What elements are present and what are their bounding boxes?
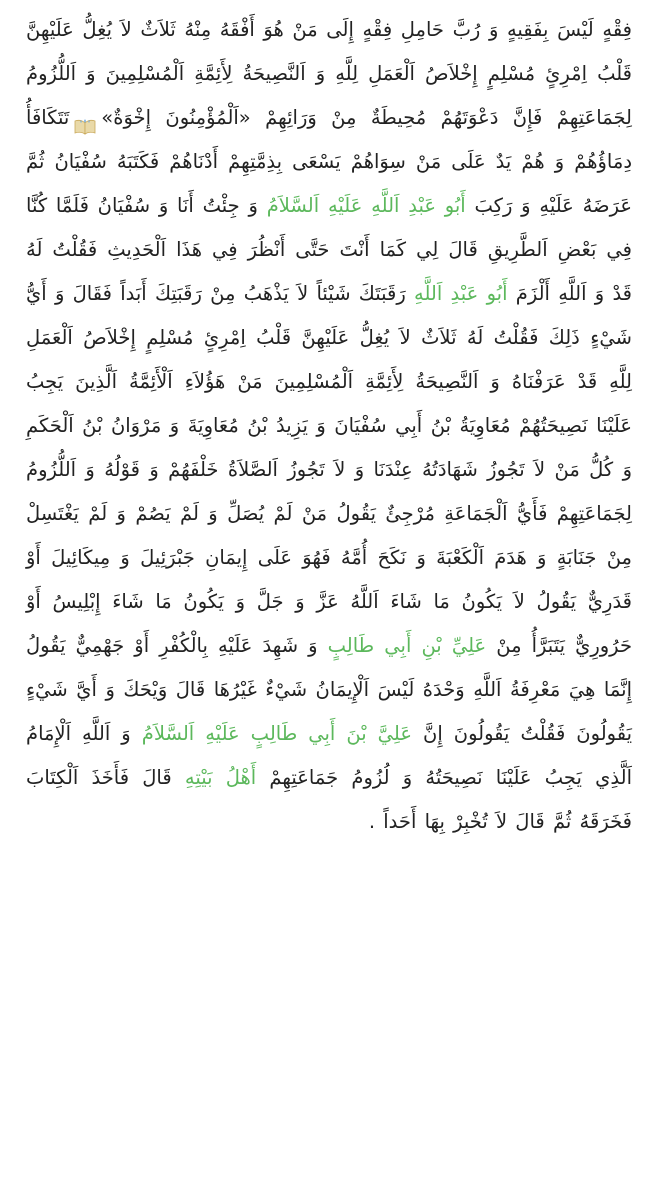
- highlighted-name[interactable]: عَلِيَّ بْنَ أَبِي طَالِبٍ عَلَيْهِ اَلسَّلاَمُ: [141, 722, 412, 745]
- highlighted-name[interactable]: أَبُو عَبْدِ اَللَّهِ عَلَيْهِ اَلسَّلاَمُ: [266, 194, 466, 217]
- text-segment: رَقَبَتَكَ شَيْئاً لاَ يَذْهَبُ مِنْ رَقَبَتِكَ أَبَداً فَقَالَ وَ أَيُّ شَيْءٍ ذَلِكَ فَقُلْتُ لَهُ ثَلاَثٌ لاَ يُغِلُّ عَلَيْهِنَّ قَلْبُ اِمْرِئٍ مُسْلِمٍ إِخْلاَصُ اَلْعَمَلِ لِلَّهِ قَدْ عَرَفْنَاهُ وَ اَلنَّصِيحَةُ لِأَئِمَّةِ اَلْمُسْلِمِينَ مَنْ هَؤُلاَءِ اَلْأَئِمَّةُ اَلَّذِينَ يَجِبُ عَلَيْنَا نَصِيحَتُهُمْ مُعَاوِيَةُ بْنُ أَبِي سُفْيَانَ وَ يَزِيدُ بْنُ مُعَاوِيَةَ وَ مَرْوَانُ بْنُ اَلْحَكَمِ وَ كُلُّ مَنْ لاَ تَجُوزُ شَهَادَتُهُ عِنْدَنَا وَ لاَ تَجُوزُ اَلصَّلاَةُ خَلْفَهُمْ وَ قَوْلُهُ وَ اَللُّزُومُ لِجَمَاعَتِهِمْ فَأَيُّ اَلْجَمَاعَةِ مُرْجِئٌ يَقُولُ مَنْ لَمْ يُصَلِّ وَ لَمْ يَصُمْ وَ لَمْ يَغْتَسِلْ مِنْ جَنَابَةٍ وَ هَدَمَ اَلْكَعْبَةَ وَ نَكَحَ أُمَّهُ فَهُوَ عَلَى إِيمَانِ جَبْرَئِيلَ وَ مِيكَائِيلَ أَوْ قَدَرِيٌّ يَقُولُ لاَ يَكُونُ مَا شَاءَ اَللَّهُ عَزَّ وَ جَلَّ وَ يَكُونُ مَا شَاءَ إِبْلِيسُ أَوْ حَرُورِيٌّ يَتَبَرَّأُ مِنْ: [26, 282, 632, 657]
- text-segment: فِقْهٍ لَيْسَ بِفَقِيهٍ وَ رُبَّ حَامِلِ فِقْهٍ إِلَى مَنْ هُوَ أَفْقَهُ مِنْهُ ثَلاَثٌ لاَ يُغِلُّ عَلَيْهِنَّ قَلْبُ اِمْرِئٍ مُسْلِمٍ إِخْلاَصُ اَلْعَمَلِ لِلَّهِ وَ اَلنَّصِيحَةُ لِأَئِمَّةِ اَلْمُسْلِمِينَ وَ اَللُّزُومُ لِجَمَاعَتِهِمْ فَإِنَّ دَعْوَتَهُمْ مُحِيطَةٌ مِنْ وَرَائِهِمْ «اَلْمُؤْمِنُونَ إِخْوَةٌ»: [26, 18, 632, 129]
- highlighted-name[interactable]: عَلِيِّ بْنِ أَبِي طَالِبٍ: [327, 634, 487, 657]
- text-segment: تَتَكَافَأُ دِمَاؤُهُمْ وَ هُمْ يَدٌ عَلَى مَنْ سِوَاهُمْ يَسْعَى بِذِمَّتِهِمْ أَدْنَاهُمْ فَكَتَبَهُ سُفْيَانُ ثُمَّ عَرَضَهُ عَلَيْهِ وَ رَكِبَ: [26, 106, 632, 217]
- text-segment: وَ اَللَّهِ اَلْإِمَامُ اَلَّذِي يَجِبُ عَلَيْنَا نَصِيحَتُهُ وَ لُزُومُ جَمَاعَتِهِمْ: [26, 722, 632, 789]
- text-segment: وَ جِئْتُ أَنَا وَ سُفْيَانُ فَلَمَّا كُنَّا فِي بَعْضِ اَلطَّرِيقِ قَالَ لِي كَمَا أَنْتَ حَتَّى أَنْظُرَ فِي هَذَا اَلْحَدِيثِ فَقُلْتُ لَهُ قَدْ وَ اَللَّهِ أَلْزَمَ: [26, 194, 633, 305]
- text-segment: وَ شَهِدَ عَلَيْهِ بِالْكُفْرِ أَوْ جَهْمِيٌّ يَقُولُ إِنَّمَا هِيَ مَعْرِفَةُ اَللَّهِ وَحْدَهُ لَيْسَ اَلْإِيمَانُ شَيْءٌ غَيْرُهَا قَالَ وَيْحَكَ وَ أَيَّ شَيْءٍ يَقُولُونَ فَقُلْتُ يَقُولُونَ إِنَّ: [26, 634, 632, 745]
- text-segment: قَالَ فَأَخَذَ اَلْكِتَابَ فَخَرَقَهُ ثُمَّ قَالَ لاَ تُخْبِرْ بِهَا أَحَداً .: [26, 766, 632, 833]
- quran-open-book-icon: [73, 109, 97, 129]
- highlighted-name[interactable]: أَبُو عَبْدِ اَللَّهِ: [414, 282, 508, 305]
- highlighted-name[interactable]: أَهْلُ بَيْتِهِ: [184, 766, 257, 789]
